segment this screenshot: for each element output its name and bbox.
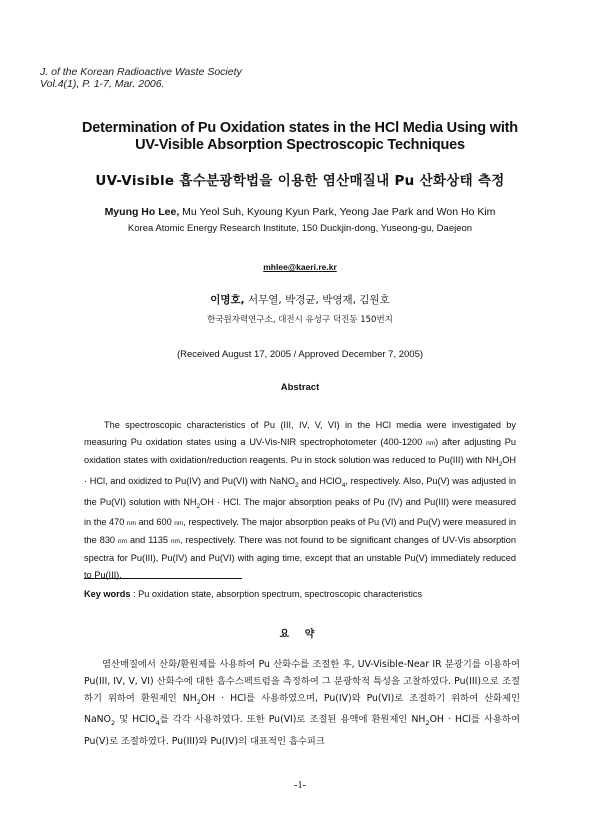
abstract-body xyxy=(84,417,516,584)
keywords-text: : Pu oxidation state, absorption spectrum, spectroscopic characteristics xyxy=(130,589,423,599)
keywords xyxy=(84,589,524,599)
keywords-divider xyxy=(84,578,242,579)
journal-name: J. of the Korean Radioactive Waste Society xyxy=(40,66,242,78)
journal-volume: Vol.4(1), P. 1-7, Mar. 2006. xyxy=(40,78,165,90)
received-dates: (Received August 17, 2005 / Approved December 7, 2005) xyxy=(176,349,424,360)
journal-citation xyxy=(40,66,340,90)
affiliation: Korea Atomic Energy Research Institute, 150 Duckjin-dong, Yuseong-gu, Daejeon xyxy=(127,223,473,234)
korean-abstract-body xyxy=(84,656,520,750)
korean-author-list xyxy=(40,292,560,307)
korean-lead-author: 이명호, xyxy=(210,294,245,306)
co-authors: Mu Yeol Suh, Kyoung Kyun Park, Yeong Jae Park and Won Ho Kim xyxy=(179,206,496,218)
page-number: -1- xyxy=(294,780,306,791)
korean-affiliation: 한국원자력연구소, 대전시 유성구 덕진동 150번지 xyxy=(207,315,393,325)
author-list xyxy=(40,206,560,218)
korean-abstract-heading: 요 약 xyxy=(279,629,321,640)
lead-author: Myung Ho Lee, xyxy=(104,206,180,218)
title-line-2: UV-Visible Absorption Spectroscopic Techniques xyxy=(135,137,465,153)
author-email: mhlee@kaeri.re.kr xyxy=(263,262,337,272)
abstract-heading: Abstract xyxy=(280,382,320,393)
title-line-1: Determination of Pu Oxidation states in the HCl Media Using with xyxy=(82,120,518,136)
korean-abstract-paragraph: 염산매질에서 산화/환원제를 사용하여 Pu 산화수를 조절한 후, UV-Visible-Near IR 분광기를 이용하여 Pu(III, IV, V, VI) 산화수에 대한 흡수스펙트럼을 측정하여 그 분광학적 특성을 고찰하였다. Pu(III)으로 조절하기 위하여 환원제인 $NH_2OH$ · HCl를 사용하였으며, Pu(IV)와 Pu(VI)로 조절하기 위하여 산화제인 NaNO$_2$ 및 HClO$_4$를 각각 사용하였다. 또한 Pu(VI)로 조절된 용액에 환원제인 $NH_2OH$ · HCl를 사용하여 Pu(V)로 조절하였다. Pu(III)와 Pu(IV)의 대표적인 흡수피크 xyxy=(84,659,520,747)
keywords-label: Key words xyxy=(84,589,131,599)
abstract-paragraph: The spectroscopic characteristics of Pu (III, IV, V, VI) in the HCl media were investigated by measuring Pu oxidation states using a UV-Vis-NIR spectrophotometer (400-1200 nm) after adjusting Pu oxidation states with oxidation/reduction reagents. Pu in stock solution was reduced to Pu(III) with $NH_2OH$ · HCl, and oxidized to Pu(IV) and Pu(VI) with NaNO$_2$ and HClO$_4$, respectively. Also, Pu(V) was adjusted in the Pu(VI) solution with $NH_2OH$ · HCl. The major absorption peaks of Pu (IV) and Pu(III) were measured in the 470 nm and 600 nm, respectively. The major absorption peaks of Pu (VI) and Pu(V) were measured in the 830 nm and 1135 nm, respectively. There was not found to be significant changes of UV-Vis absorption spectra for Pu(III), Pu(IV) and Pu(VI) with aging time, except that an unstable Pu(V) immediately reduced to Pu(III). xyxy=(84,420,517,581)
korean-co-authors: 서무열, 박경균, 박영재, 김원호 xyxy=(244,294,390,306)
paper-title xyxy=(60,120,540,154)
korean-title: UV-Visible 흡수분광학법을 이용한 염산매질내 Pu 산화상태 측정 xyxy=(95,173,505,189)
